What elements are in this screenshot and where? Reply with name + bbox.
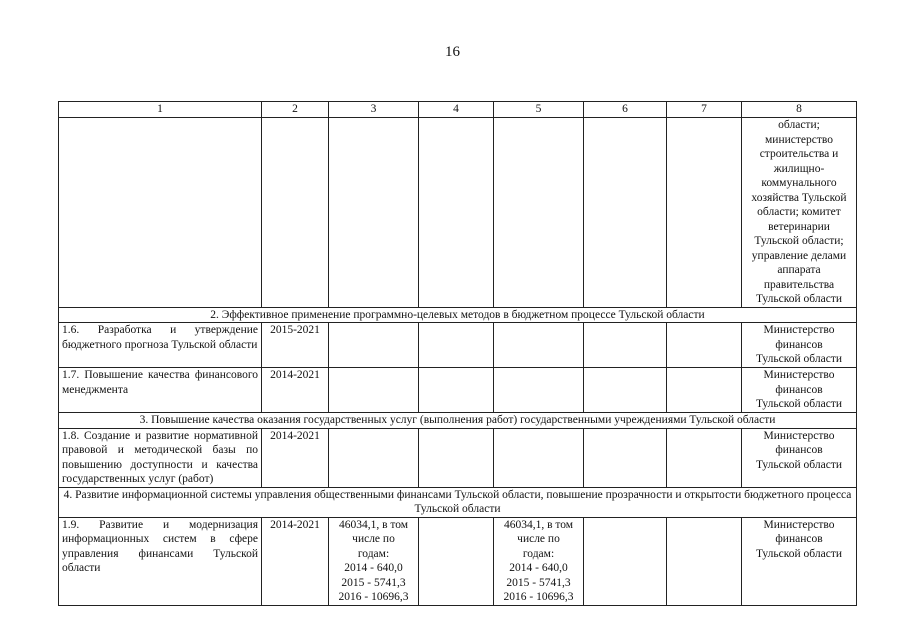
cell-line: Тульской области xyxy=(755,458,842,471)
section-title: 3. Повышение качества оказания государственных услуг (выполнения работ) государственными учреждениями Тульской области xyxy=(59,413,857,429)
cell-line: Тульской области xyxy=(755,293,842,305)
measure-name: 1.6. Разработка и утверждение бюджетного прогноза Тульской области xyxy=(59,323,262,368)
responsible-cell xyxy=(742,118,857,308)
cell-line: ветеринарии xyxy=(768,220,830,233)
responsible-cell xyxy=(742,323,857,368)
continuation-row xyxy=(59,118,857,308)
section-row xyxy=(59,413,857,429)
cell-line: правительства xyxy=(763,278,835,291)
cell-line: числе по xyxy=(352,533,395,545)
column-number: 6 xyxy=(584,102,667,118)
table-row xyxy=(59,368,857,413)
cell-line: финансов xyxy=(775,533,823,545)
cell-line: 2016 - 10696,3 xyxy=(338,591,409,603)
cell-line: финансов xyxy=(775,444,823,456)
cell-line: Тульской области xyxy=(755,398,842,410)
table-row xyxy=(59,323,857,368)
cell-line: жилищно- xyxy=(773,162,825,175)
cell-line: хозяйства Тульской xyxy=(751,191,847,204)
section-row xyxy=(59,487,857,517)
column-number-row xyxy=(59,102,857,118)
cell-line: аппарата xyxy=(777,264,821,276)
cell-line: финансов xyxy=(775,338,823,351)
cell-line: 2015 - 5741,3 xyxy=(506,576,571,589)
column-number: 4 xyxy=(419,102,494,118)
column-number: 3 xyxy=(329,102,419,118)
cell-line: области; комитет xyxy=(757,206,841,218)
table-row xyxy=(59,517,857,605)
section-row xyxy=(59,307,857,323)
column-number: 7 xyxy=(667,102,742,118)
section-title: 2. Эффективное применение программно-целевых методов в бюджетном процессе Тульской области xyxy=(59,307,857,323)
cell-line: 2014 - 640,0 xyxy=(344,562,403,574)
cell-line: годам: xyxy=(357,547,390,560)
cell-line: строительства и xyxy=(759,148,839,160)
column-number: 2 xyxy=(262,102,329,118)
table-row xyxy=(59,428,857,487)
cell-line: Министерство xyxy=(763,369,835,381)
cell-line: Тульской области; xyxy=(754,235,844,247)
measure-name: 1.9. Развитие и модернизация информационных систем в сфере управления финансами Тульской области xyxy=(59,517,262,605)
column-number: 1 xyxy=(59,102,262,118)
column-number: 8 xyxy=(742,102,857,118)
cell-line: Министерство xyxy=(763,429,835,442)
cell-line: Тульской области xyxy=(755,547,842,560)
cell-line: Министерство xyxy=(763,324,835,336)
measure-name: 1.8. Создание и развитие нормативной правовой и методической базы по повышению доступности и качества государственных услуг (работ) xyxy=(59,428,262,487)
cell-line: 2014 - 640,0 xyxy=(509,562,568,574)
responsible-cell xyxy=(742,368,857,413)
cell-line: финансов xyxy=(775,383,823,396)
cell-line: коммунального xyxy=(761,177,837,189)
column-number: 5 xyxy=(494,102,584,118)
responsible-cell xyxy=(742,517,857,605)
cell-line: Министерство xyxy=(763,518,835,531)
cell-line: числе по xyxy=(517,533,560,545)
period-cell: 2014-2021 xyxy=(262,428,329,487)
cell-line: 2016 - 10696,3 xyxy=(503,591,574,603)
period-cell: 2015-2021 xyxy=(262,323,329,368)
measure-name: 1.7. Повышение качества финансового менеджмента xyxy=(59,368,262,413)
responsible-cell xyxy=(742,428,857,487)
budget-measures-table xyxy=(58,101,857,606)
cell-line: 2015 - 5741,3 xyxy=(341,576,406,589)
cell-line: Тульской области xyxy=(755,353,842,365)
funding-cell xyxy=(494,517,584,605)
cell-line: 46034,1, в том xyxy=(338,518,409,531)
section-title: 4. Развитие информационной системы управления общественными финансами Тульской области, повышение прозрачности и открытости бюджетного процесса Тульской области xyxy=(59,487,857,517)
cell-line: управление делами xyxy=(751,249,847,262)
cell-line: 46034,1, в том xyxy=(503,518,574,531)
period-cell: 2014-2021 xyxy=(262,368,329,413)
page-number: 16 xyxy=(445,44,460,60)
funding-cell xyxy=(329,517,419,605)
cell-line: министерство xyxy=(765,133,833,146)
cell-line: годам: xyxy=(522,547,555,560)
cell-line: области; xyxy=(778,119,820,131)
period-cell: 2014-2021 xyxy=(262,517,329,605)
